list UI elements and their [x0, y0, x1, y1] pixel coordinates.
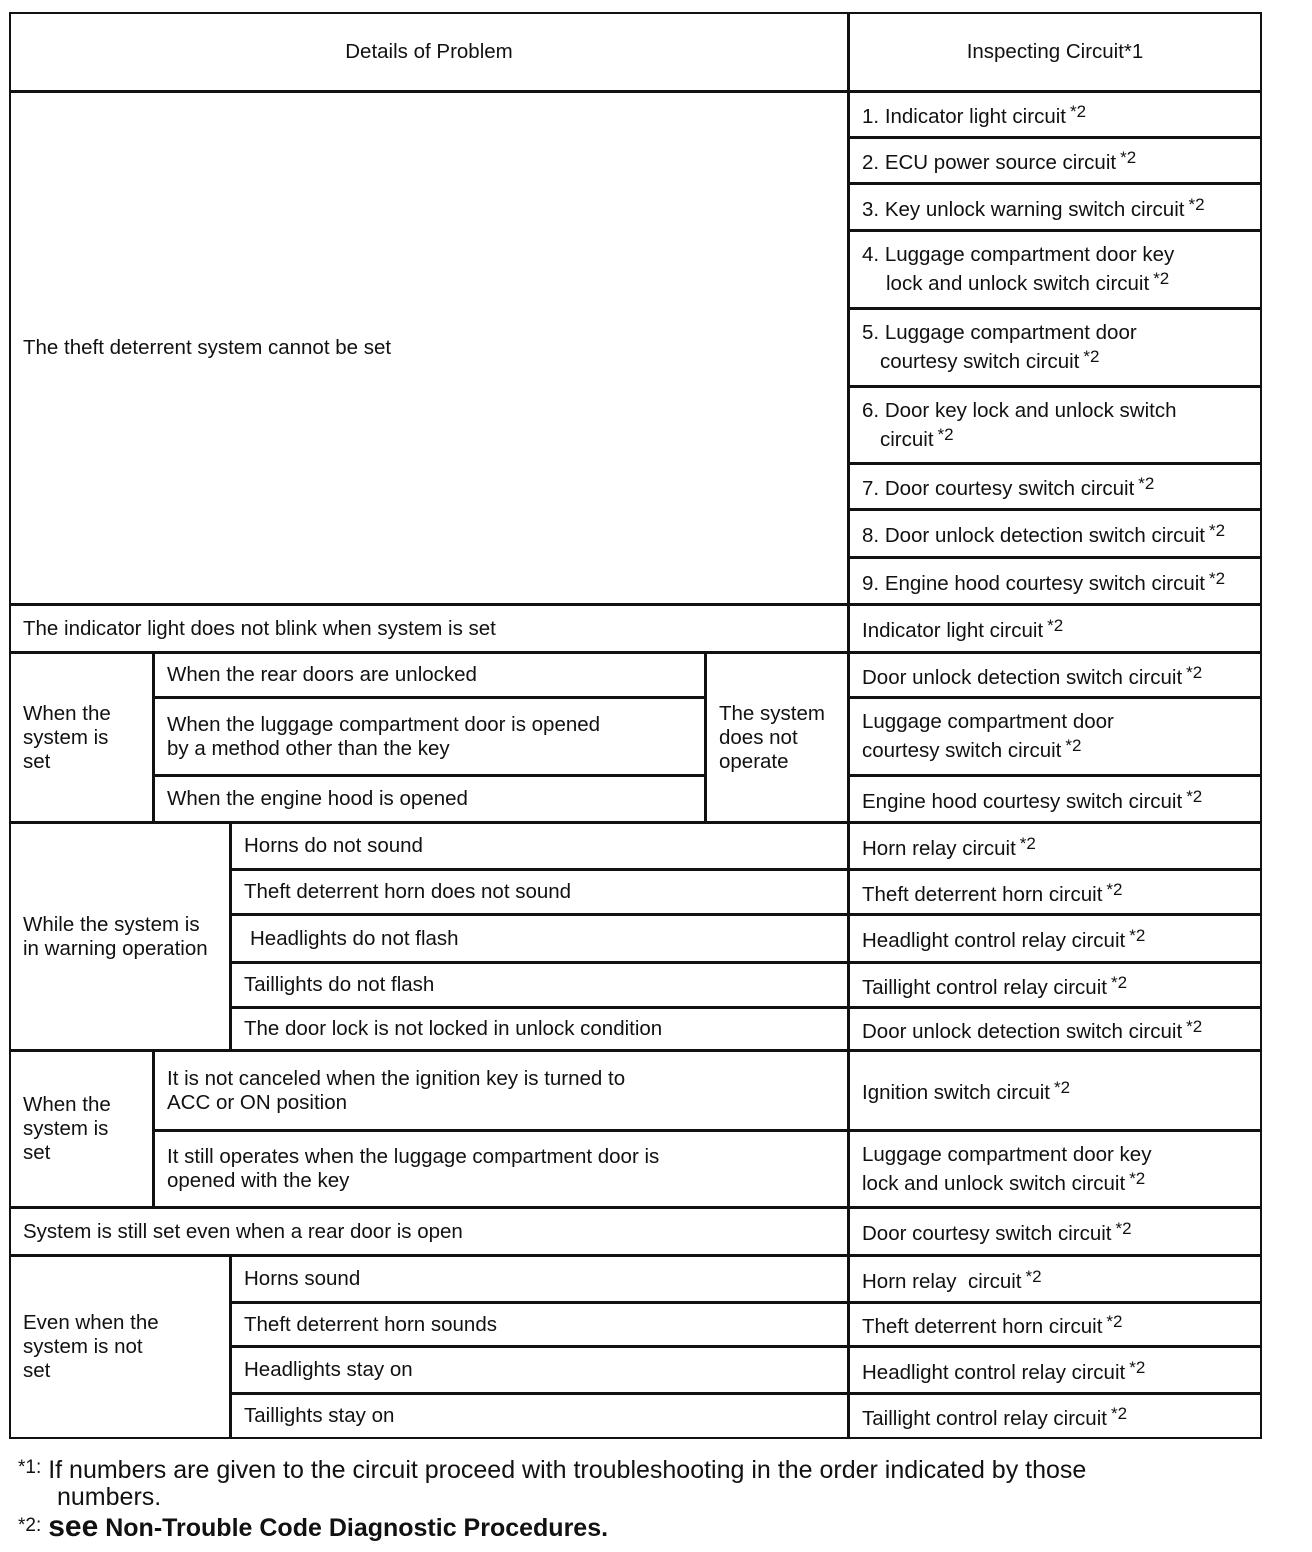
result-system-not-operate: The system does not operate [705, 652, 849, 823]
problem-not-canceled-ignition: It is not canceled when the ignition key is turned to ACC or ON position [153, 1050, 849, 1131]
circuit-item-8: 8. Door unlock detection switch circuit $^{*2}$ [848, 509, 1262, 558]
circuit-door-unlock-detection: Door unlock detection switch circuit $^{*2}$ [848, 652, 1262, 698]
circuit-item-7: 7. Door courtesy switch circuit $^{*2}$ [848, 463, 1262, 510]
problem-still-set-door-open: System is still set even when a rear door is open [9, 1207, 849, 1256]
circuit-item-9: 9. Engine hood courtesy switch circuit $^{*2}$ [848, 557, 1262, 605]
circuit-item-1: 1. Indicator light circuit $^{*2}$ [848, 91, 1262, 138]
circuit-door-courtesy: Door courtesy switch circuit $^{*2}$ [848, 1207, 1262, 1256]
circuit-door-unlock-detection-2: Door unlock detection switch circuit $^{*2}$ [848, 1007, 1262, 1051]
circuit-indicator-light: Indicator light circuit $^{*2}$ [848, 604, 1262, 653]
circuit-luggage-courtesy: Luggage compartment door courtesy switch circuit $^{*2}$ [848, 697, 1262, 776]
troubleshooting-table [10, 13, 1264, 1440]
header-inspecting-circuit: Inspecting Circuit*1 [848, 12, 1262, 92]
problem-theft-horn-sounds: Theft deterrent horn sounds [230, 1302, 849, 1347]
problem-horns-sound: Horns sound [230, 1255, 849, 1303]
circuit-headlight-relay-2: Headlight control relay circuit $^{*2}$ [848, 1346, 1262, 1394]
problem-door-lock-not-locked: The door lock is not locked in unlock condition [230, 1007, 849, 1051]
problem-theft-horn-no-sound: Theft deterrent horn does not sound [230, 869, 849, 915]
circuit-item-4: 4. Luggage compartment door key lock and unlock switch circuit $^{*2}$ [848, 230, 1262, 309]
problem-indicator-no-blink: The indicator light does not blink when system is set [9, 604, 849, 653]
problem-luggage-door-opened: When the luggage compartment door is opened by a method other than the key [153, 697, 706, 776]
problem-taillights-stay-on: Taillights stay on [230, 1393, 849, 1439]
circuit-item-3: 3. Key unlock warning switch circuit $^{*2}$ [848, 183, 1262, 231]
circuit-horn-relay: Horn relay circuit $^{*2}$ [848, 822, 1262, 870]
circuit-horn-relay-2: Horn relay circuit $^{*2}$ [848, 1255, 1262, 1303]
circuit-luggage-key-switch: Luggage compartment door key lock and unlock switch circuit $^{*2}$ [848, 1130, 1262, 1208]
problem-headlights-no-flash: Headlights do not flash [230, 914, 849, 963]
condition-system-not-set: Even when the system is not set [9, 1255, 231, 1439]
header-details-of-problem: Details of Problem [9, 12, 849, 92]
problem-cannot-set: The theft deterrent system cannot be set [9, 91, 849, 605]
circuit-headlight-relay: Headlight control relay circuit $^{*2}$ [848, 914, 1262, 963]
problem-taillights-no-flash: Taillights do not flash [230, 962, 849, 1008]
circuit-taillight-relay-2: Taillight control relay circuit $^{*2}$ [848, 1393, 1262, 1439]
circuit-theft-horn-2: Theft deterrent horn circuit $^{*2}$ [848, 1302, 1262, 1347]
circuit-taillight-relay: Taillight control relay circuit $^{*2}$ [848, 962, 1262, 1008]
problem-horns-no-sound: Horns do not sound [230, 822, 849, 870]
footnote-2: $^{*2:}$ see Non-Trouble Code Diagnostic Procedures. [18, 1510, 609, 1543]
problem-operates-with-key: It still operates when the luggage compartment door is opened with the key [153, 1130, 849, 1208]
circuit-item-5: 5. Luggage compartment door courtesy switch circuit $^{*2}$ [848, 308, 1262, 387]
condition-warning-operation: While the system is in warning operation [9, 822, 231, 1051]
problem-headlights-stay-on: Headlights stay on [230, 1346, 849, 1394]
footnote-1: $^{*1:}$ If numbers are given to the circuit proceed with troubleshooting in the order indicated by those numbers. [18, 1456, 1087, 1511]
problem-rear-doors-unlocked: When the rear doors are unlocked [153, 652, 706, 698]
circuit-engine-hood-courtesy: Engine hood courtesy switch circuit $^{*2}$ [848, 775, 1262, 823]
circuit-item-2: 2. ECU power source circuit $^{*2}$ [848, 137, 1262, 184]
circuit-theft-horn: Theft deterrent horn circuit $^{*2}$ [848, 869, 1262, 915]
circuit-item-6: 6. Door key lock and unlock switch circuit $^{*2}$ [848, 386, 1262, 464]
condition-system-set-2: When the system is set [9, 1050, 154, 1208]
condition-system-set: When the system is set [9, 652, 154, 823]
circuit-ignition-switch: Ignition switch circuit $^{*2}$ [848, 1050, 1262, 1131]
problem-engine-hood-opened: When the engine hood is opened [153, 775, 706, 823]
